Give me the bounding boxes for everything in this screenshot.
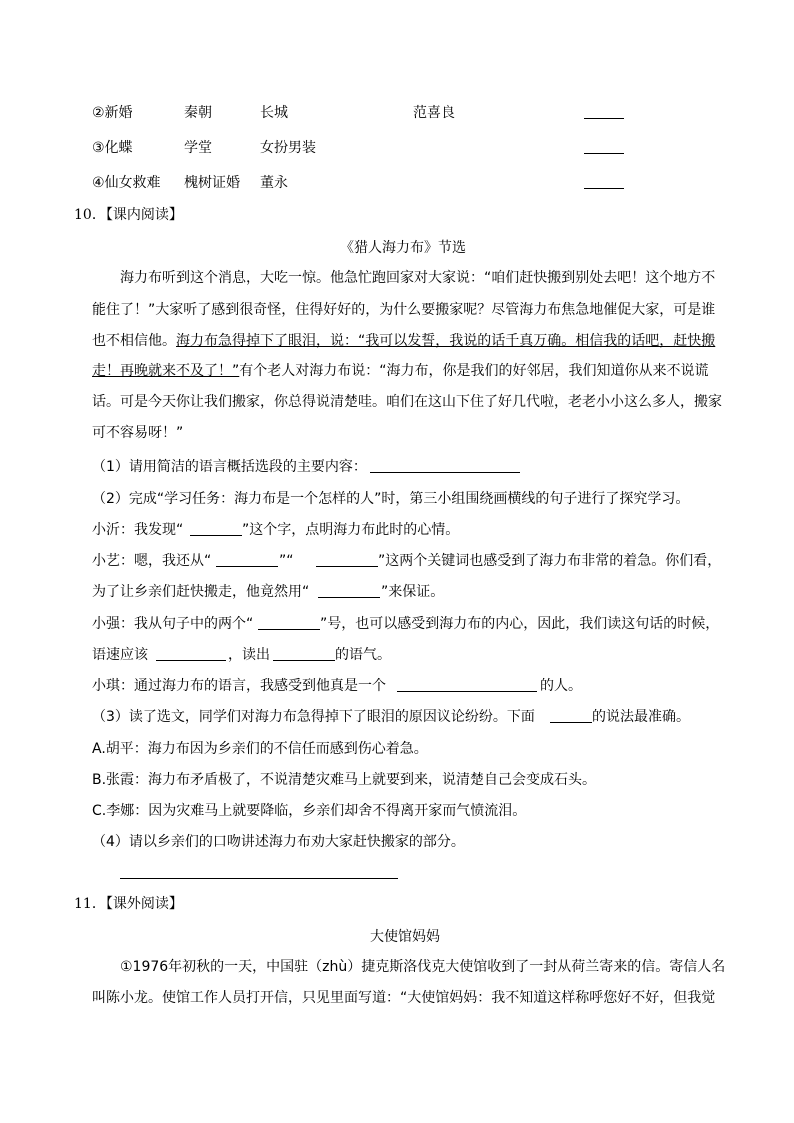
dialogue-text: 语速应该 <box>92 647 148 663</box>
question-heading: 11．【课外阅读】 <box>74 896 183 912</box>
q9-cell: ③化蝶 <box>92 140 133 156</box>
sub-question-4: （4）请以乡亲们的口吻讲述海力布劝大家赶快搬家的部分。 <box>92 834 465 850</box>
passage-title: 《猎人海力布》节选 <box>340 240 466 256</box>
answer-blank[interactable] <box>273 660 335 661</box>
answer-blank[interactable] <box>584 118 624 119</box>
passage-line: 可不容易呀！” <box>92 425 184 441</box>
dialogue-xiaoyi: 小沂：我发现“ <box>92 522 184 538</box>
answer-blank[interactable] <box>397 691 537 692</box>
dialogue-text: ，读出 <box>228 647 270 663</box>
option-c[interactable]: C.李娜：因为灾难马上就要降临，乡亲们却舍不得离开家而气愤流泪。 <box>92 803 527 819</box>
dialogue-text: ”来保证。 <box>381 584 445 600</box>
sub-question-3-tail: 的说法最准确。 <box>592 709 690 725</box>
q9-cell: 秦朝 <box>184 105 212 121</box>
answer-blank[interactable] <box>584 153 624 154</box>
passage-text: 有个老人对海力布说：“海力布，你是我们的好邻居，我们知道你从来不说谎 <box>239 363 709 379</box>
passage-title: 大使馆妈妈 <box>370 929 440 945</box>
answer-blank[interactable] <box>316 566 378 567</box>
dialogue-text: 的人。 <box>540 678 582 694</box>
answer-blank[interactable] <box>318 597 380 598</box>
answer-blank[interactable] <box>584 188 624 189</box>
q9-cell: 范喜良 <box>413 105 455 121</box>
sub-question-1: （1）请用简洁的语言概括选段的主要内容： <box>92 459 367 475</box>
answer-blank[interactable] <box>370 472 520 473</box>
question-heading: 10．【课内阅读】 <box>74 207 183 223</box>
answer-blank[interactable] <box>216 566 278 567</box>
underlined-sentence: 海力布急得掉下了眼泪，说：“我可以发誓，我说的话千真万确。相信我的话吧，赶快搬 <box>176 333 716 349</box>
answer-blank[interactable] <box>550 722 592 723</box>
q9-cell: 学堂 <box>184 140 212 156</box>
answer-blank[interactable] <box>120 878 398 879</box>
dialogue-text: ”“ <box>279 553 294 569</box>
sub-question-2: （2）完成“学习任务：海力布是一个怎样的人”时，第三小组围绕画横线的句子进行了探究学习。 <box>92 491 690 507</box>
q9-cell: 槐树证婚 <box>184 175 240 191</box>
passage-line: ①1976年初秋的一天，中国驻（zhù）捷克斯洛伐克大使馆收到了一封从荷兰寄来的信。寄信人名 <box>120 959 726 975</box>
dialogue-text: ”号，也可以感受到海力布的内心，因此，我们读这句话的时候， <box>320 616 720 632</box>
q9-cell: ②新婚 <box>92 105 133 121</box>
answer-blank[interactable] <box>190 535 242 536</box>
passage-line <box>92 331 715 351</box>
dialogue-text: ”这个字，点明海力布此时的心情。 <box>242 522 460 538</box>
dialogue-text: 为了让乡亲们赶快搬走，他竟然用“ <box>92 584 310 600</box>
q9-cell: ④仙女救难 <box>92 175 161 191</box>
passage-line: 叫陈小龙。使馆工作人员打开信，只见里面写道：“大使馆妈妈：我不知道这样称呼您好不好，但我觉 <box>92 990 716 1006</box>
q9-cell: 女扮男装 <box>260 140 316 156</box>
passage-line: 海力布听到这个消息，大吃一惊。他急忙跑回家对大家说：“咱们赶快搬到别处去吧！这个地方不 <box>120 270 716 286</box>
dialogue-xiaoqiang: 小强：我从句子中的两个“ <box>92 616 254 632</box>
passage-line: 话。可是今天你让我们搬家，你总得说清楚哇。咱们在这山下住了好几代啦，老老小小这么多人，搬家 <box>92 394 722 410</box>
underlined-sentence: 走！再晚就来不及了！” <box>92 363 240 379</box>
q9-cell: 董永 <box>260 175 288 191</box>
dialogue-xiaoyi2: 小艺：嗯，我还从“ <box>92 553 212 569</box>
dialogue-xiaoqi: 小琪：通过海力布的语言，我感受到他真是一个 <box>92 678 386 694</box>
q9-cell: 长城 <box>260 105 288 121</box>
sub-question-3: （3）读了选文，同学们对海力布急得掉下了眼泪的原因议论纷纷。下面 <box>92 709 535 725</box>
passage-line <box>92 361 709 381</box>
dialogue-text: ”这两个关键词也感受到了海力布非常的着急。你们看， <box>378 553 722 569</box>
dialogue-text: 的语气。 <box>335 647 391 663</box>
option-b[interactable]: B.张霞：海力布矛盾极了，不说清楚灾难马上就要到来，说清楚自己会变成石头。 <box>92 772 597 788</box>
passage-line: 能住了！”大家听了感到很奇怪，住得好好的，为什么要搬家呢？尽管海力布焦急地催促大家，可是谁 <box>92 302 716 318</box>
answer-blank[interactable] <box>156 660 226 661</box>
answer-blank[interactable] <box>258 629 320 630</box>
passage-text: 也不相信他。 <box>92 333 176 349</box>
option-a[interactable]: A.胡平：海力布因为乡亲们的不信任而感到伤心着急。 <box>92 741 428 757</box>
